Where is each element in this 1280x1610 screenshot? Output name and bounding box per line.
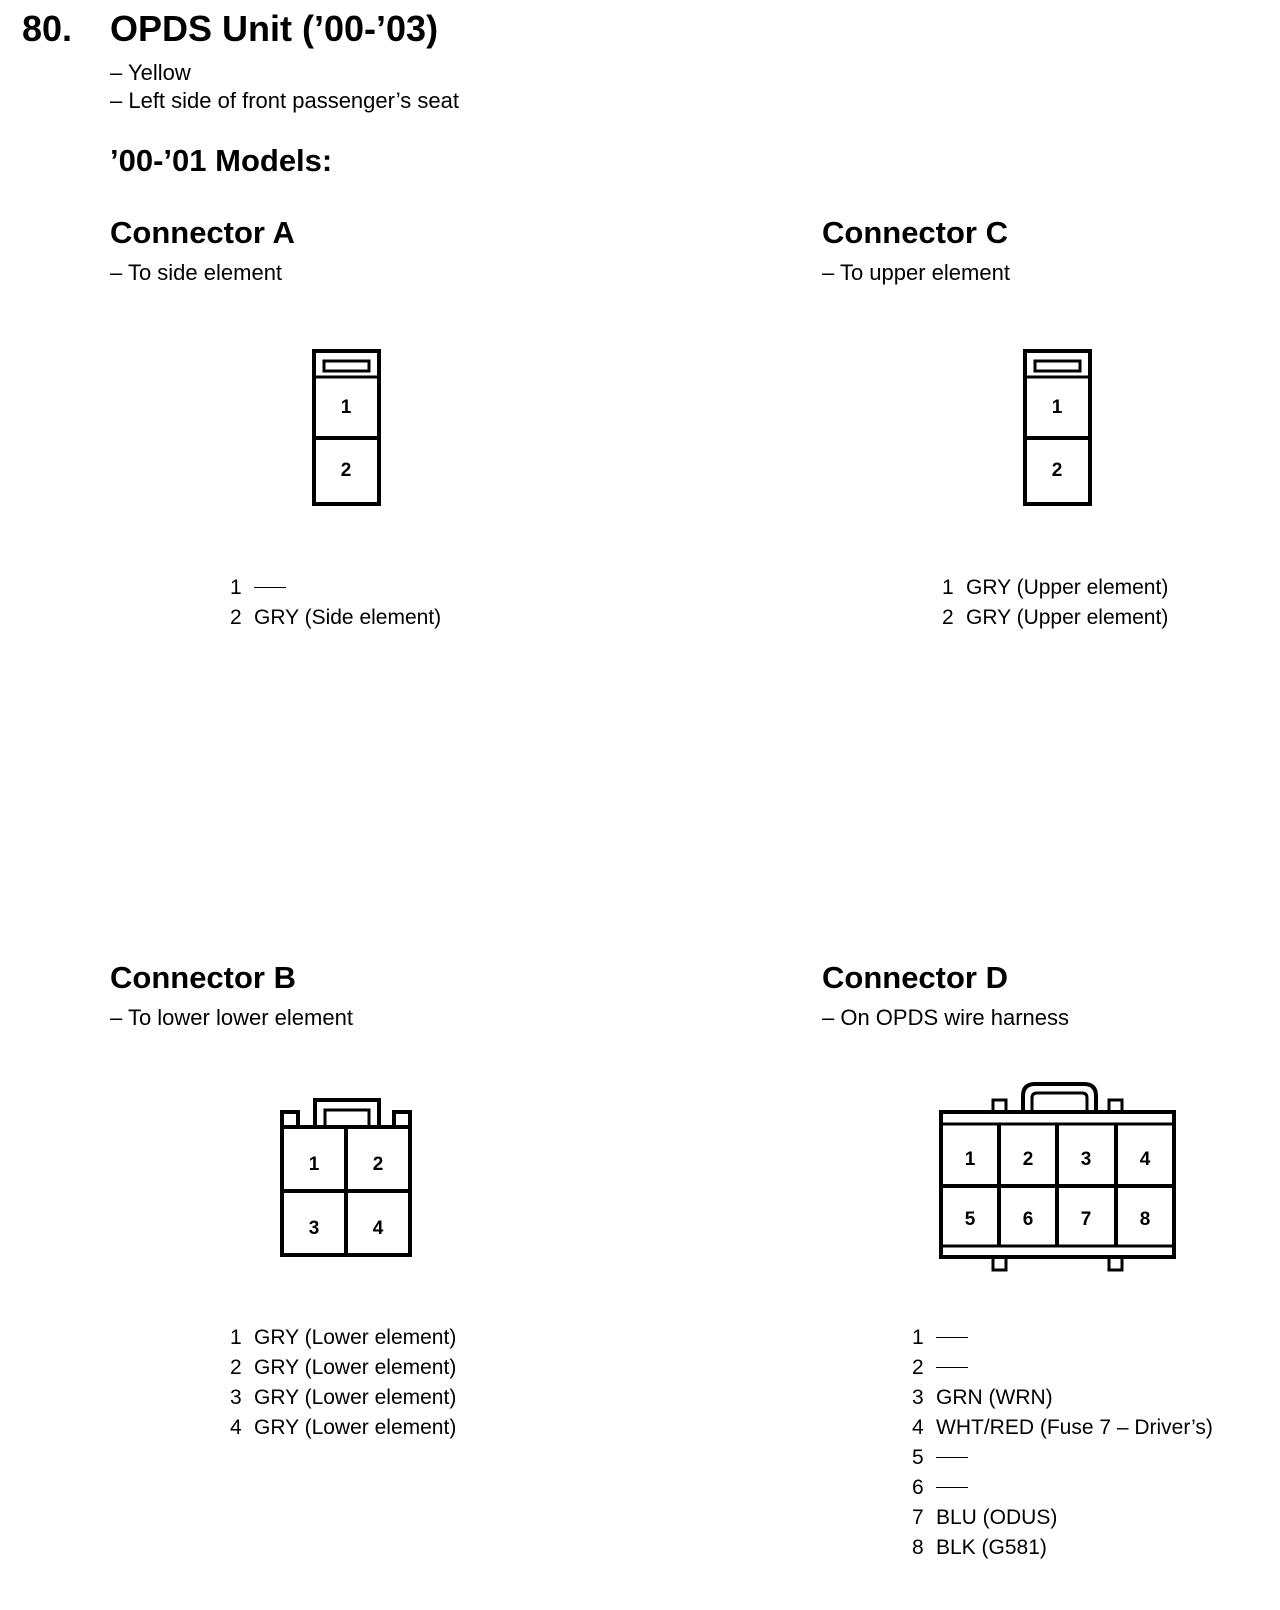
unused-pin-dash: [936, 1337, 968, 1338]
connector-b-cavity-3: 3: [308, 1218, 320, 1239]
pin-row: [912, 1503, 1213, 1533]
pin-row: [230, 573, 441, 603]
pin-number: 6: [912, 1476, 924, 1499]
pin-wire: GRY (Lower element): [254, 1356, 457, 1379]
connector-c-title: Connector C: [822, 215, 1008, 250]
pin-number: 2: [230, 606, 242, 629]
pin-row: [912, 1353, 1213, 1383]
connector-b-face: [282, 1100, 410, 1255]
pin-wire: BLK (G581): [936, 1536, 1047, 1559]
connector-a-title: Connector A: [110, 215, 295, 250]
pin-row: [912, 1413, 1213, 1443]
connector-a-cavity-2: 2: [340, 460, 352, 481]
unused-pin-dash: [936, 1457, 968, 1458]
pin-row: [912, 1473, 1213, 1503]
section-title: OPDS Unit (’00-’03): [110, 8, 439, 49]
pin-number: 1: [230, 1326, 242, 1349]
connector-d-cavity-5: 5: [964, 1209, 976, 1230]
pin-number: 8: [912, 1536, 924, 1559]
color-note: – Yellow: [110, 60, 191, 85]
connector-d-cavity-6: 6: [1022, 1209, 1034, 1230]
pin-row: [912, 1323, 1213, 1353]
pin-number: 2: [942, 606, 954, 629]
connector-d-face: [941, 1084, 1174, 1270]
pin-row: [230, 603, 441, 633]
models-heading: ’00-’01 Models:: [110, 143, 333, 178]
connector-a-cavity-1: 1: [340, 397, 352, 418]
connector-c-face: [1025, 351, 1090, 504]
pin-number: 5: [912, 1446, 924, 1469]
connector-d-pin-list: [912, 1323, 1213, 1563]
pin-wire: BLU (ODUS): [936, 1506, 1058, 1529]
pin-number: 1: [230, 576, 242, 599]
pin-row: [942, 603, 1168, 633]
connector-d-cavity-2: 2: [1022, 1149, 1034, 1170]
connector-b-cavity-4: 4: [372, 1218, 384, 1239]
connector-b-subtitle: – To lower lower element: [110, 1005, 353, 1030]
pin-row: [230, 1413, 456, 1443]
connector-d-cavity-3: 3: [1080, 1149, 1092, 1170]
pin-row: [230, 1383, 456, 1413]
pin-number: 1: [942, 576, 954, 599]
unused-pin-dash: [936, 1487, 968, 1488]
connector-b-cavity-1: 1: [308, 1154, 320, 1175]
pin-wire: GRY (Side element): [254, 606, 442, 629]
pin-wire: GRN (WRN): [936, 1386, 1053, 1409]
pin-row: [912, 1443, 1213, 1473]
pin-number: 2: [230, 1356, 242, 1379]
pin-number: 4: [230, 1416, 242, 1439]
connector-b-cavity-2: 2: [372, 1154, 384, 1175]
pin-wire: GRY (Lower element): [254, 1386, 457, 1409]
pin-number: 3: [912, 1386, 924, 1409]
connector-d-cavity-7: 7: [1080, 1209, 1092, 1230]
connector-a-subtitle: – To side element: [110, 260, 283, 285]
connector-d-cavity-8: 8: [1139, 1209, 1151, 1230]
connector-c-pin-list: [942, 573, 1168, 633]
pin-wire: GRY (Lower element): [254, 1416, 457, 1439]
pin-wire: GRY (Upper element): [966, 606, 1169, 629]
connector-d-cavity-4: 4: [1139, 1149, 1151, 1170]
pin-number: 3: [230, 1386, 242, 1409]
pin-wire: GRY (Upper element): [966, 576, 1169, 599]
pin-row: [912, 1383, 1213, 1413]
pin-row: [942, 573, 1168, 603]
pin-wire: GRY (Lower element): [254, 1326, 457, 1349]
connector-d-subtitle: – On OPDS wire harness: [822, 1005, 1069, 1030]
connector-c-cavity-1: 1: [1051, 397, 1063, 418]
connector-b-title: Connector B: [110, 960, 296, 995]
connector-d-title: Connector D: [822, 960, 1008, 995]
connector-d-cavity-1: 1: [964, 1149, 976, 1170]
pin-number: 4: [912, 1416, 924, 1439]
connector-b-pin-list: [230, 1323, 456, 1443]
unused-pin-dash: [254, 587, 286, 588]
pin-row: [230, 1353, 456, 1383]
pin-wire: WHT/RED (Fuse 7 – Driver’s): [936, 1416, 1213, 1439]
pin-row: [912, 1533, 1213, 1563]
unused-pin-dash: [936, 1367, 968, 1368]
pin-row: [230, 1323, 456, 1353]
connector-a-face: [314, 351, 379, 504]
connector-c-cavity-2: 2: [1051, 460, 1063, 481]
pin-number: 2: [912, 1356, 924, 1379]
section-number: 80.: [22, 8, 73, 49]
pin-number: 1: [912, 1326, 924, 1349]
pin-number: 7: [912, 1506, 924, 1529]
connector-a-pin-list: [230, 573, 441, 633]
connector-c-subtitle: – To upper element: [822, 260, 1010, 285]
location-note: – Left side of front passenger’s seat: [110, 88, 459, 113]
